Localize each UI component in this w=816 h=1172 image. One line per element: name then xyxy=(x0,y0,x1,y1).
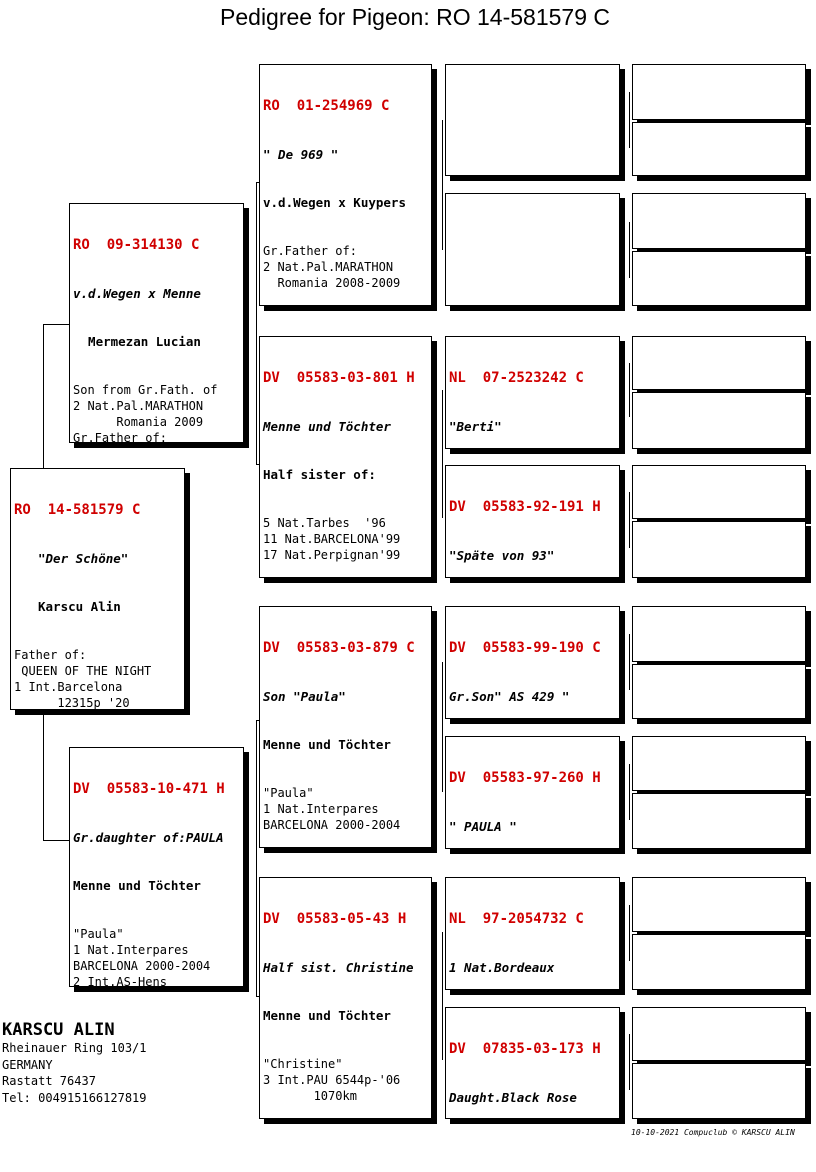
page-title: Pedigree for Pigeon: RO 14-581579 C xyxy=(220,4,610,30)
bird-strain: Menne und Töchter xyxy=(263,1008,391,1023)
bird-name: Menne und Töchter xyxy=(263,419,391,434)
connector-line xyxy=(43,840,69,841)
bird-description xyxy=(263,785,428,833)
pedigree-box-empty[interactable] xyxy=(632,1063,806,1119)
description-line: Gr.Father of: xyxy=(73,431,167,443)
description-line: 12315p '20 xyxy=(14,696,130,710)
bird-name: Son "Paula" xyxy=(263,689,346,704)
description-line: BARCELONA 2000-2004 xyxy=(73,959,211,973)
pedigree-box-dam-sire-sire[interactable] xyxy=(445,606,620,719)
bird-name: " PAULA " xyxy=(449,819,517,834)
description-line: 1 Nat.Interpares xyxy=(263,802,379,816)
ring-number: DV 05583-10-471 H xyxy=(73,781,225,797)
pedigree-box-empty[interactable] xyxy=(632,877,806,932)
bird-description xyxy=(263,243,428,291)
connector-line xyxy=(442,390,443,518)
description-line: Romania 2009 xyxy=(73,415,204,429)
pedigree-box-empty[interactable] xyxy=(632,606,806,662)
pedigree-box-empty[interactable] xyxy=(632,934,806,990)
bird-description xyxy=(73,382,240,443)
bird-name: "Späte von 93" xyxy=(449,548,555,563)
pedigree-box-dam-dam[interactable] xyxy=(259,877,432,1119)
bird-name: Half sist. Christine xyxy=(263,960,414,975)
description-line: 5 Nat.Tarbes '96 xyxy=(263,516,386,530)
pedigree-box-empty[interactable] xyxy=(632,736,806,791)
pedigree-box-dam-dam-sire[interactable] xyxy=(445,877,620,990)
connector-line xyxy=(629,492,630,548)
bird-description xyxy=(263,1056,428,1104)
pedigree-box-empty[interactable] xyxy=(632,1007,806,1061)
pedigree-box-dam-sire[interactable] xyxy=(259,606,432,848)
connector-line xyxy=(43,710,44,840)
ring-number: RO 14-581579 C xyxy=(14,502,141,518)
connector-line xyxy=(629,222,630,278)
footer-credit: 10-10-2021 Compuclub © KARSCU ALIN xyxy=(631,1128,795,1137)
owner-address-line: Rheinauer Ring 103/1 xyxy=(2,1041,147,1055)
ring-number: DV 07835-03-173 H xyxy=(449,1041,601,1057)
bird-strain: Menne und Töchter xyxy=(73,878,201,893)
pedigree-box-empty[interactable] xyxy=(445,64,620,176)
bird-description xyxy=(73,926,240,987)
pedigree-box-empty[interactable] xyxy=(632,251,806,306)
description-line: Romania 2008-2009 xyxy=(263,276,401,290)
pedigree-box-empty[interactable] xyxy=(632,465,806,519)
bird-description xyxy=(14,647,181,710)
connector-line xyxy=(43,324,69,325)
pedigree-box-dam[interactable] xyxy=(69,747,244,987)
connector-line xyxy=(442,120,443,250)
description-line: "Christine" xyxy=(263,1057,343,1071)
pedigree-box-empty[interactable] xyxy=(632,122,806,176)
pedigree-box-sire-sire[interactable] xyxy=(259,64,432,306)
pedigree-box-empty[interactable] xyxy=(445,193,620,306)
description-line: QUEEN OF THE NIGHT xyxy=(14,664,152,678)
ring-number: DV 05583-97-260 H xyxy=(449,770,601,786)
bird-name: v.d.Wegen x Menne xyxy=(73,286,201,301)
ring-number: NL 07-2523242 C xyxy=(449,370,584,386)
bird-name: 1 Nat.Bordeaux xyxy=(449,960,555,975)
pedigree-box-sire-dam[interactable] xyxy=(259,336,432,578)
owner-phone: Tel: 004915166127819 xyxy=(2,1090,147,1105)
owner-address-line: Rastatt 76437 xyxy=(2,1074,96,1088)
ring-number: DV 05583-05-43 H xyxy=(263,911,407,927)
pedigree-box-dam-dam-dam[interactable] xyxy=(445,1007,620,1119)
description-line: BARCELONA 2000-2004 xyxy=(263,818,401,832)
ring-number: RO 09-314130 C xyxy=(73,237,200,253)
pedigree-box-sire-dam-sire[interactable] xyxy=(445,336,620,449)
ring-number: DV 05583-92-191 H xyxy=(449,499,601,515)
bird-strain: Mermezan Lucian xyxy=(73,334,201,349)
connector-line xyxy=(256,720,257,996)
description-line: "Paula" xyxy=(73,927,124,941)
pedigree-box-empty[interactable] xyxy=(632,392,806,449)
bird-name: Daught.Black Rose xyxy=(449,1090,577,1105)
description-line: 2 Nat.Pal.MARATHON xyxy=(263,260,394,274)
bird-strain: v.d.Wegen x Kuypers xyxy=(263,195,406,210)
pedigree-box-empty[interactable] xyxy=(632,193,806,249)
description-line: Father of: xyxy=(14,648,87,662)
pedigree-box-sire-dam-dam[interactable] xyxy=(445,465,620,578)
ring-number: DV 05583-03-801 H xyxy=(263,370,415,386)
bird-name: "Der Schöne" xyxy=(38,551,129,566)
connector-line xyxy=(256,182,257,464)
ring-number: RO 01-254969 C xyxy=(263,98,390,114)
description-line: 17 Nat.Perpignan'99 xyxy=(263,548,401,562)
bird-strain: Karscu Alin xyxy=(38,599,121,614)
pedigree-box-subject[interactable] xyxy=(10,468,185,710)
bird-name: " De 969 " xyxy=(263,147,339,162)
description-line: Gr.Father of: xyxy=(263,244,357,258)
description-line: 1070km xyxy=(263,1089,357,1103)
connector-line xyxy=(629,92,630,148)
bird-description xyxy=(263,515,428,563)
bird-strain: Menne und Töchter xyxy=(263,737,391,752)
connector-line xyxy=(629,1034,630,1090)
ring-number: NL 97-2054732 C xyxy=(449,911,584,927)
connector-line xyxy=(629,363,630,417)
pedigree-box-empty[interactable] xyxy=(632,64,806,120)
description-line: 1 Int.Barcelona xyxy=(14,680,123,694)
pedigree-box-empty[interactable] xyxy=(632,664,806,719)
pedigree-box-empty[interactable] xyxy=(632,336,806,390)
connector-line xyxy=(629,634,630,690)
connector-line xyxy=(629,905,630,961)
pedigree-box-empty[interactable] xyxy=(632,521,806,578)
description-line: 2 Nat.Pal.MARATHON xyxy=(73,399,204,413)
description-line: Son from Gr.Fath. of xyxy=(73,383,218,397)
description-line: "Paula" xyxy=(263,786,314,800)
description-line: 2 Int.AS-Hens xyxy=(73,975,167,987)
bird-name: "Berti" xyxy=(449,419,502,434)
bird-strain: Half sister of: xyxy=(263,467,376,482)
pedigree-box-sire[interactable] xyxy=(69,203,244,443)
description-line: 11 Nat.BARCELONA'99 xyxy=(263,532,401,546)
ring-number: DV 05583-03-879 C xyxy=(263,640,415,656)
pedigree-box-dam-sire-dam[interactable] xyxy=(445,736,620,849)
connector-line xyxy=(442,662,443,792)
owner-name: KARSCU ALIN xyxy=(2,1020,115,1040)
bird-name: Gr.Son" AS 429 " xyxy=(449,689,570,704)
owner-address-line: GERMANY xyxy=(2,1057,53,1072)
description-line: 1 Nat.Interpares xyxy=(73,943,189,957)
owner-info xyxy=(2,1020,147,1106)
description-line: 3 Int.PAU 6544p-'06 xyxy=(263,1073,401,1087)
connector-line xyxy=(43,324,44,468)
connector-line xyxy=(442,932,443,1060)
ring-number: DV 05583-99-190 C xyxy=(449,640,601,656)
bird-name: Gr.daughter of:PAULA xyxy=(73,830,224,845)
connector-line xyxy=(629,764,630,820)
pedigree-box-empty[interactable] xyxy=(632,793,806,849)
